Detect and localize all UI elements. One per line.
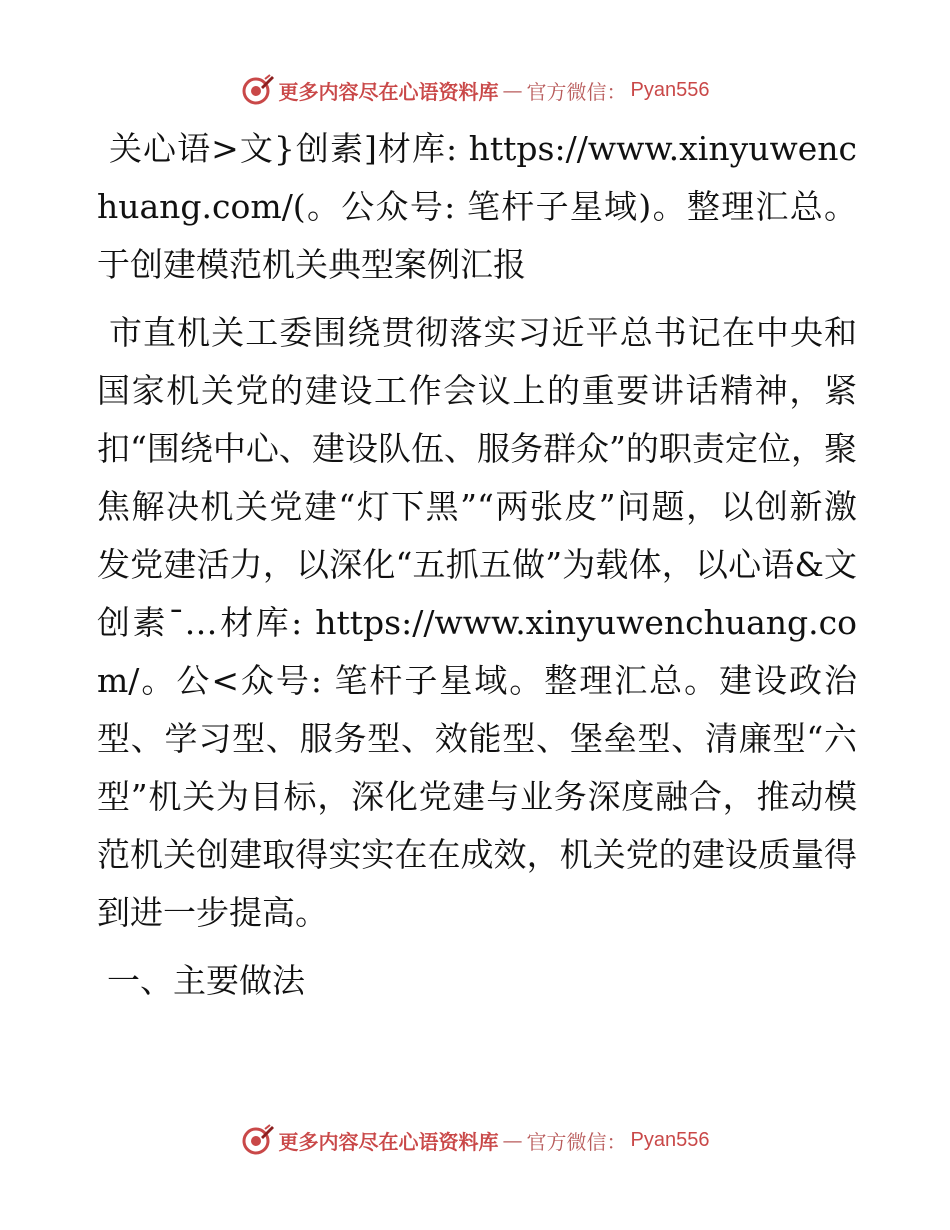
section-heading: 一、主要做法 [107, 961, 305, 1000]
document-body [97, 120, 857, 1010]
banner-wechat-id: Pyan556 [630, 1128, 710, 1151]
header-watermark-banner [0, 68, 950, 112]
banner-main-text: 更多内容尽在心语资料库 [278, 79, 499, 104]
banner-wechat-label: 官方微信： [526, 79, 627, 104]
banner-inner-footer [241, 1123, 710, 1157]
document-paragraph-1: 关心语>文}创素]材库: https://www.xinyuwenchuang.com/(。公众号: 笔杆子星域)。整理汇总。于创建模范机关典型案例汇报 [97, 129, 857, 284]
banner-separator: — [502, 1128, 523, 1152]
pen-logo-icon [241, 1123, 275, 1157]
banner-inner [241, 73, 710, 107]
banner-main-text: 更多内容尽在心语资料库 [278, 1129, 499, 1154]
banner-wechat-label: 官方微信： [526, 1129, 627, 1154]
document-paragraph-2: 市直机关工委围绕贯彻落实习近平总书记在中央和国家机关党的建设工作会议上的重要讲话精神，紧扣“围绕中心、建设队伍、服务群众”的职责定位，聚焦解决机关党建“灯下黑”“两张皮”问题，以创新激发党建活力，以深化“五抓五做”为载体，以心语&文创素¯…材库: https://www.xinyuwenchuang.com/。公<众号: 笔杆子星域。整理汇总。建设政治型、学习型、服务型、效能型、堡垒型、清廉型“六型”机关为目标，深化党建与业务深度融合，推动模范机关创建取得实实在在成效，机关党的建设质量得到进一步提高。 [97, 313, 857, 932]
footer-watermark-banner [0, 1118, 950, 1162]
banner-wechat-id: Pyan556 [630, 78, 710, 101]
pen-logo-icon [241, 73, 275, 107]
banner-separator: — [502, 78, 523, 102]
